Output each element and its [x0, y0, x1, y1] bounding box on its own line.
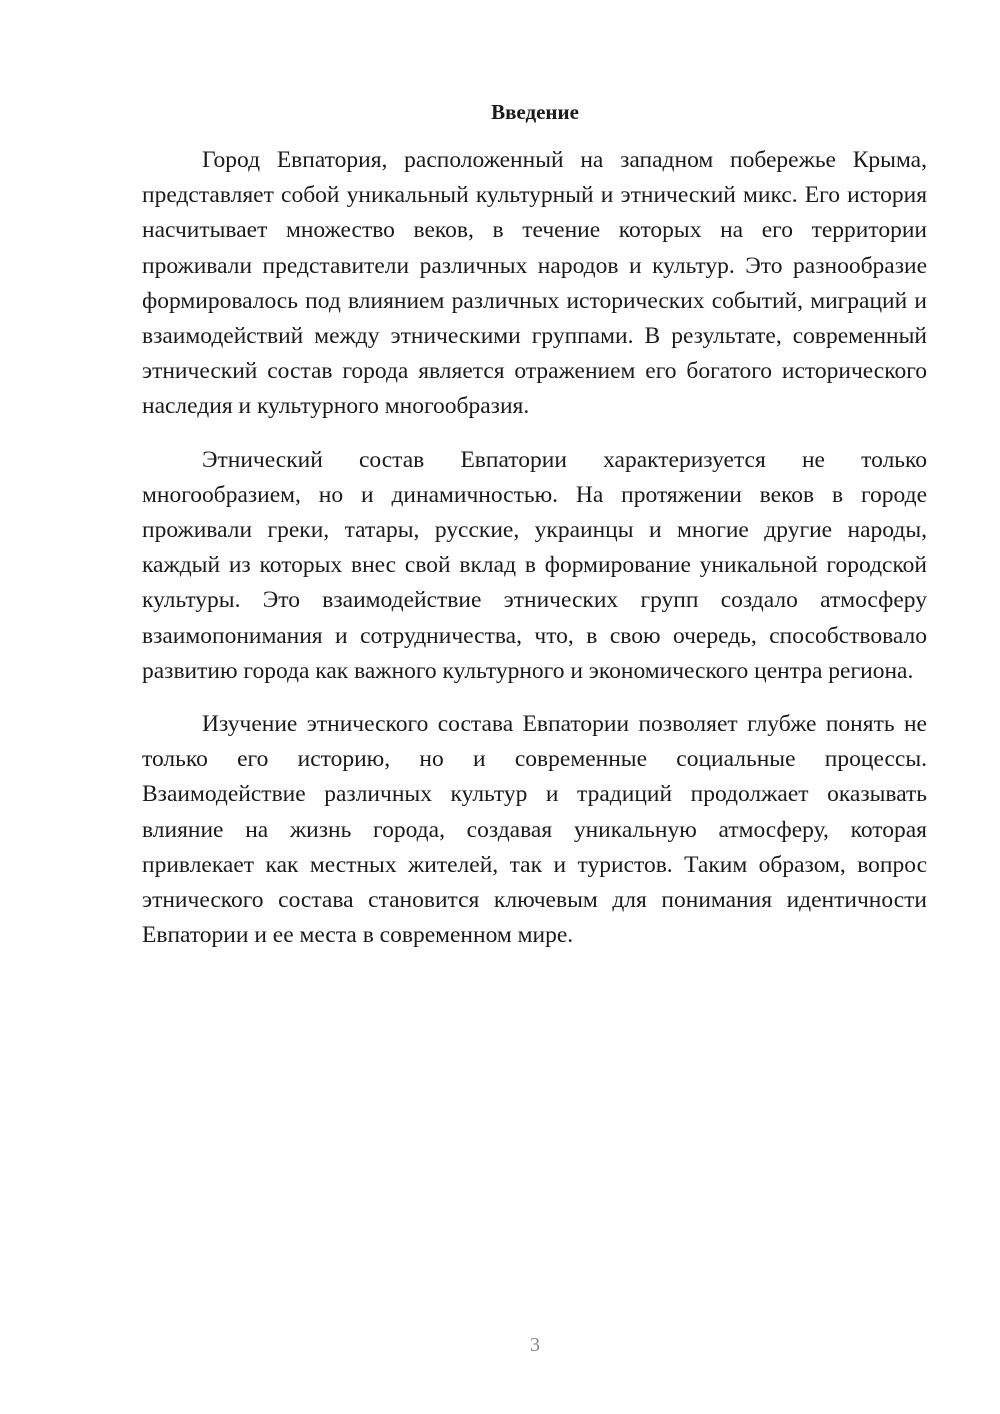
- paragraph-3: Изучение этнического состава Евпатории позволяет глубже понять не только его историю, но и современные социальные процессы. Взаимодействие различных культур и традиций продолжает оказывать влияние на жизнь города, создавая уникальную атмосферу, которая привлекает как местных жителей, так и туристов. Таким образом, вопрос этнического состава становится ключевым для понимания идентичности Евпатории и ее места в современном мире.: [142, 711, 927, 949]
- page-number: 3: [530, 1334, 540, 1356]
- paragraph-1: Город Евпатория, расположенный на западном побережье Крыма, представляет собой уникальный культурный и этнический микс. Его история насчитывает множество веков, в течение которых на его территории проживали представители различных народов и культур. Это разнообразие формировалось под влиянием различных исторических событий, миграций и взаимодействий между этническими группами. В результате, современный этнический состав города является отражением его богатого исторического наследия и культурного многообразия.: [142, 147, 927, 420]
- body-text: [142, 143, 927, 971]
- section-heading: Введение: [491, 100, 579, 124]
- paragraph-2: Этнический состав Евпатории характеризуется не только многообразием, но и динамичностью. На протяжении веков в городе проживали греки, татары, русские, украинцы и многие другие народы, каждый из которых внес свой вклад в формирование уникальной городской культуры. Это взаимодействие этнических групп создало атмосферу взаимопонимания и сотрудничества, что, в свою очередь, способствовало развитию города как важного культурного и экономического центра региона.: [142, 446, 927, 684]
